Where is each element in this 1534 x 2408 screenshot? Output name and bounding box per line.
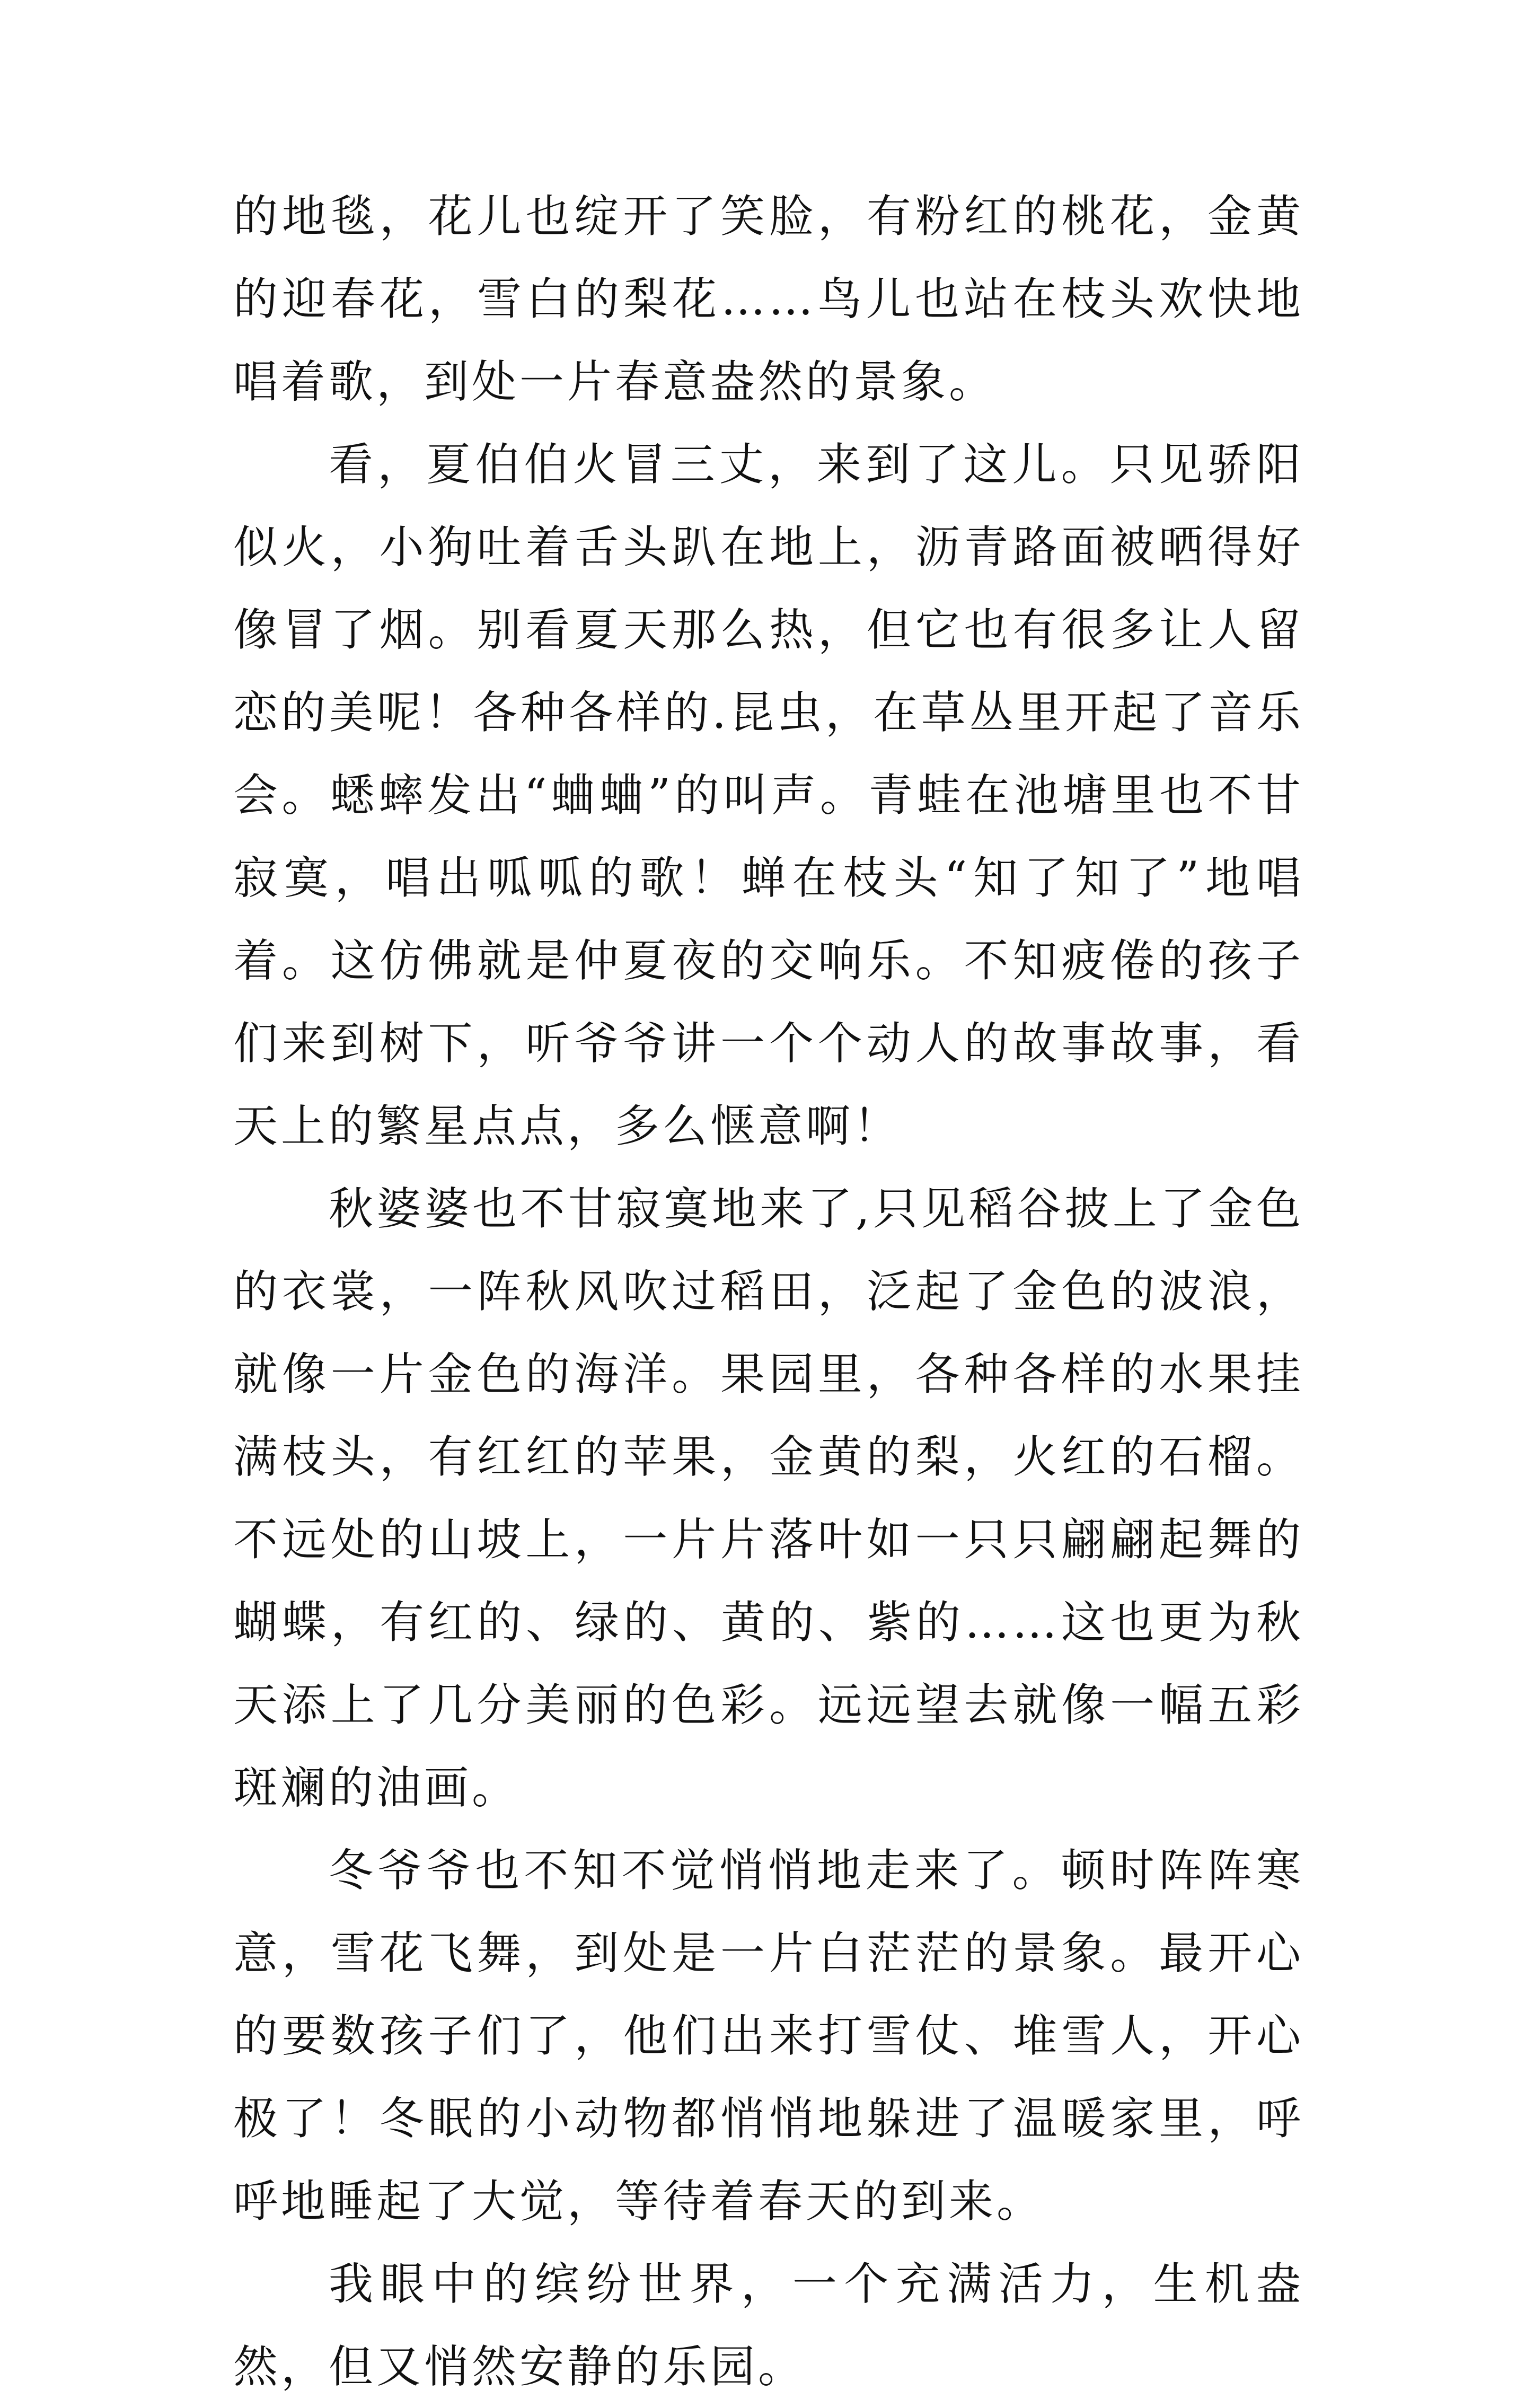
essay-body — [233, 175, 1304, 2408]
paragraph-spring-continued: 的地毯，花儿也绽开了笑脸，有粉红的桃花，金黄的迎春花，雪白的梨花……鸟儿也站在枝头欢快地唱着歌，到处一片春意盎然的景象。 — [233, 190, 1304, 408]
paragraph-autumn: 秋婆婆也不甘寂寞地来了,只见稻谷披上了金色的衣裳，一阵秋风吹过稻田，泛起了金色的波浪，就像一片金色的海洋。果园里，各种各样的水果挂满枝头，有红红的苹果，金黄的梨，火红的石榴。不远处的山坡上，一片片落叶如一只只翩翩起舞的蝴蝶，有红的、绿的、黄的、紫的……这也更为秋天添上了几分美丽的色彩。远远望去就像一幅五彩斑斓的油画。 — [233, 1183, 1304, 1814]
paragraph-summer: 看，夏伯伯火冒三丈，来到了这儿。只见骄阳似火，小狗吐着舌头趴在地上，沥青路面被晒得好像冒了烟。别看夏天那么热，但它也有很多让人留恋的美呢！各种各样的.昆虫，在草丛里开起了音乐会。蟋蟀发出“蛐蛐”的叫声。青蛙在池塘里也不甘寂寞，唱出呱呱的歌！蝉在枝头“知了知了”地唱着。这仿佛就是仲夏夜的交响乐。不知疲倦的孩子们来到树下，听爷爷讲一个个动人的故事故事，看天上的繁星点点，多么惬意啊！ — [233, 438, 1304, 1152]
paragraph-winter: 冬爷爷也不知不觉悄悄地走来了。顿时阵阵寒意，雪花飞舞，到处是一片白茫茫的景象。最开心的要数孩子们了，他们出来打雪仗、堆雪人，开心极了！冬眠的小动物都悄悄地躲进了温暖家里，呼呼地睡起了大觉，等待着春天的到来。 — [233, 1844, 1304, 2227]
paragraph-conclusion: 我眼中的缤纷世界，一个充满活力，生机盎然，但又悄然安静的乐园。 — [233, 2258, 1304, 2393]
